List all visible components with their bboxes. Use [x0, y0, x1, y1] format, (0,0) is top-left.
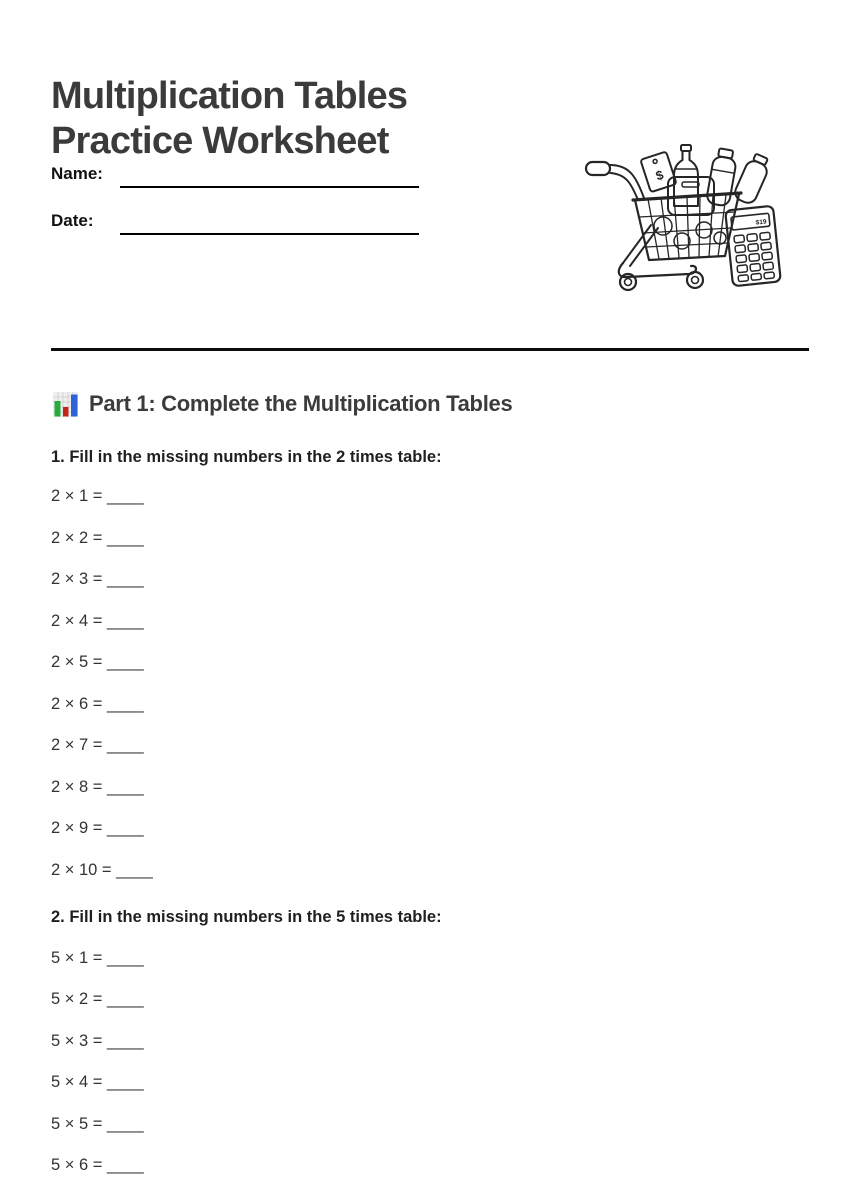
- problem-row: 2 × 8 = ____: [51, 777, 144, 796]
- name-field-line: [120, 186, 419, 188]
- part1-section: [51, 389, 809, 1196]
- problem-row: 5 × 6 = ____: [51, 1156, 144, 1174]
- problem-row: 2 × 6 = ____: [51, 694, 144, 713]
- problem-row: 2 × 5 = ____: [51, 653, 144, 671]
- price-tag-symbol: $: [653, 166, 666, 184]
- part1-heading: [51, 389, 809, 419]
- section-1-problems: [51, 485, 809, 881]
- part1-heading-text: Part 1: Complete the Multiplication Tables: [89, 391, 513, 416]
- page-title-line1: Multiplication Tables: [51, 75, 408, 118]
- page-title: [51, 74, 571, 164]
- price-tag-icon: [640, 152, 676, 193]
- problem-row: 5 × 4 = ____: [51, 1073, 144, 1091]
- section-divider: [51, 348, 809, 351]
- page-title-line2: Practice Worksheet: [51, 120, 389, 163]
- problem-row: 2 × 2 = ____: [51, 528, 144, 547]
- date-label: Date:: [51, 211, 94, 230]
- problem-row: 2 × 1 = ____: [51, 487, 144, 505]
- name-label: Name:: [51, 164, 103, 183]
- shopping-cart-illustration: [583, 120, 783, 292]
- problem-row: 2 × 9 = ____: [51, 819, 144, 837]
- problem-row: 2 × 3 = ____: [51, 570, 144, 588]
- problem-row: 2 × 10 = ____: [51, 860, 153, 879]
- section-2-heading: 2. Fill in the missing numbers in the 5 times table:: [51, 907, 442, 926]
- bar-chart-icon: [51, 390, 80, 419]
- calculator-keys: [734, 232, 775, 282]
- problem-row: 5 × 5 = ____: [51, 1114, 144, 1133]
- problem-row: 2 × 4 = ____: [51, 611, 144, 630]
- section-2-problems: [51, 947, 809, 1177]
- problem-row: 5 × 2 = ____: [51, 990, 144, 1008]
- problem-row: 5 × 1 = ____: [51, 948, 144, 967]
- cart-handle: [586, 162, 644, 200]
- section-1-heading: 1. Fill in the missing numbers in the 2 times table:: [51, 448, 442, 466]
- problem-row: 5 × 3 = ____: [51, 1031, 144, 1050]
- calculator-display: $19: [755, 218, 767, 227]
- problem-row: 2 × 7 = ____: [51, 736, 144, 754]
- date-field-line: [120, 233, 419, 235]
